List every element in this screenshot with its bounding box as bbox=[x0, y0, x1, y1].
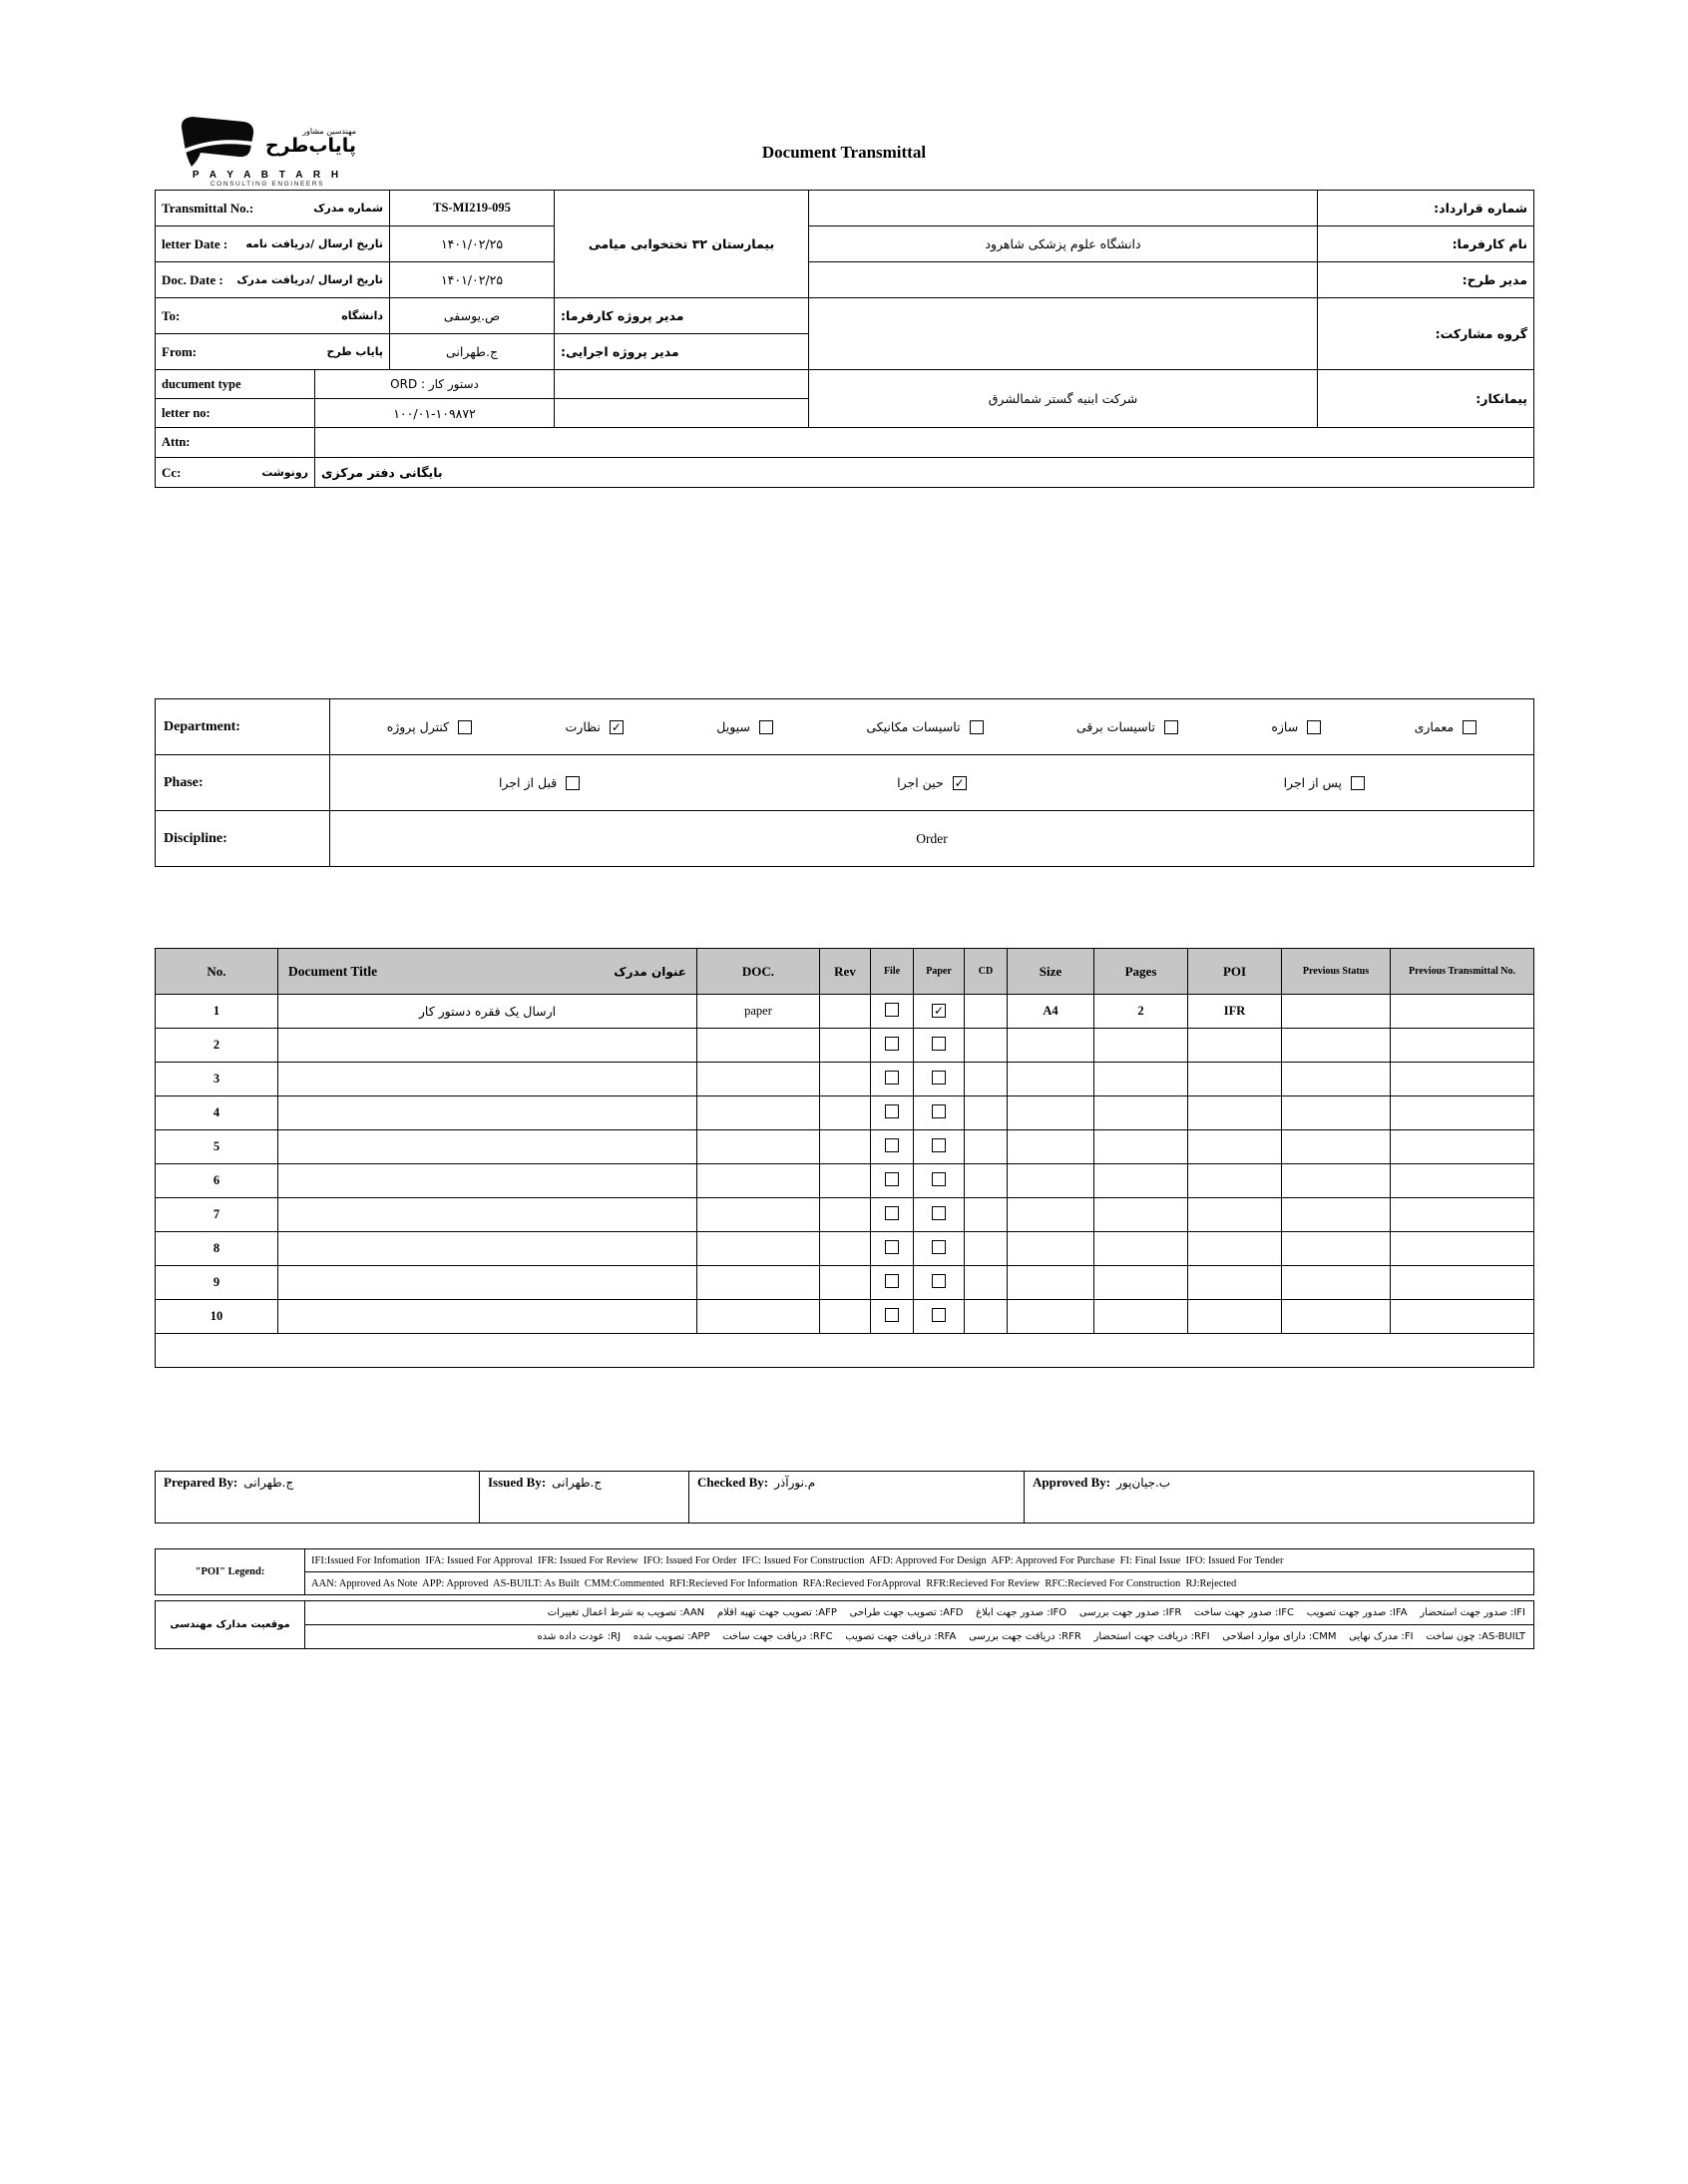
cc-value: بایگانی دفتر مرکزی bbox=[315, 458, 1534, 488]
cell-poi bbox=[1188, 1029, 1282, 1063]
paper-checkbox-row-8[interactable] bbox=[932, 1240, 946, 1254]
department-checkbox-4[interactable] bbox=[1164, 720, 1178, 734]
cell-pages bbox=[1094, 1300, 1188, 1334]
phase-option bbox=[1284, 775, 1365, 790]
cell-doc bbox=[697, 1198, 820, 1232]
approved-by-cell bbox=[1025, 1472, 1534, 1524]
cell-cd bbox=[965, 995, 1008, 1029]
cell-no: 9 bbox=[156, 1266, 278, 1300]
cell-paper bbox=[914, 995, 965, 1029]
phase-option bbox=[499, 775, 580, 790]
prepared-by-label: Prepared By: bbox=[164, 1475, 238, 1490]
file-checkbox-row-7[interactable] bbox=[885, 1206, 899, 1220]
paper-checkbox-row-3[interactable] bbox=[932, 1071, 946, 1085]
cell-file bbox=[871, 1164, 914, 1198]
design-manager-value bbox=[809, 262, 1318, 298]
phase-label: Phase: bbox=[156, 755, 330, 811]
cell-cd bbox=[965, 1198, 1008, 1232]
cell-rev bbox=[820, 1266, 871, 1300]
cell-no: 10 bbox=[156, 1300, 278, 1334]
document-table-row bbox=[156, 1232, 1534, 1266]
department-checkbox-1[interactable]: ✓ bbox=[611, 719, 622, 734]
cell-cd bbox=[965, 1130, 1008, 1164]
signature-table bbox=[155, 1471, 1534, 1524]
cell-size: A4 bbox=[1008, 995, 1094, 1029]
cell-file bbox=[871, 1096, 914, 1130]
page-title: Document Transmittal bbox=[761, 143, 927, 162]
document-table-row bbox=[156, 1266, 1534, 1300]
cell-title bbox=[278, 1266, 697, 1300]
to-value: ص.یوسفی bbox=[390, 298, 555, 334]
cell-doc: paper bbox=[697, 995, 820, 1029]
persian-legend-line-2: AS-BUILT: چون ساخت FI: مدرک نهایی CMM: دارای موارد اصلاحی RFI: دریافت جهت استحضار RFR: دریافت جهت بررسی RFA: دریافت جهت تصویب RFC: دریافت جهت ساخت APP: تصویب شده RJ: عودت داده شده bbox=[305, 1625, 1534, 1649]
poi-legend-label: "POI" Legend: bbox=[156, 1549, 305, 1595]
issued-by-name: ج.طهرانی bbox=[552, 1476, 603, 1490]
department-checkbox-0[interactable] bbox=[458, 720, 472, 734]
header-info-table bbox=[155, 190, 1534, 488]
department-option bbox=[566, 719, 624, 734]
cell-title bbox=[278, 1096, 697, 1130]
header-size: Size bbox=[1008, 949, 1094, 995]
client-name-label: نام کارفرما: bbox=[1318, 226, 1534, 262]
cell-rev bbox=[820, 1232, 871, 1266]
file-checkbox-row-5[interactable] bbox=[885, 1138, 899, 1152]
cell-file bbox=[871, 1232, 914, 1266]
cell-paper bbox=[914, 1130, 965, 1164]
client-name-value: دانشگاه علوم پزشکی شاهرود bbox=[809, 226, 1318, 262]
document-table-row bbox=[156, 1029, 1534, 1063]
file-checkbox-row-4[interactable] bbox=[885, 1104, 899, 1118]
poi-legend-line-1: IFI:Issued For Infomation IFA: Issued For Approval IFR: Issued For Review IFO: Issued For Order IFC: Issued For Construction AFD: Approved For Design AFP: Approved For Purchase FI: Final Issue IFO: Issued For Tender bbox=[305, 1549, 1534, 1572]
cell-title bbox=[278, 1198, 697, 1232]
cell-poi bbox=[1188, 1266, 1282, 1300]
cell-prev-transmittal bbox=[1391, 1130, 1534, 1164]
document-type-value: دستور کار : ORD bbox=[315, 370, 555, 399]
department-options bbox=[330, 699, 1534, 755]
paper-checkbox-row-4[interactable] bbox=[932, 1104, 946, 1118]
approved-by-name: ب.جیان‌پور bbox=[1116, 1476, 1171, 1490]
cell-pages bbox=[1094, 1063, 1188, 1096]
from-value: ج.طهرانی bbox=[390, 334, 555, 370]
discipline-value: Order bbox=[330, 811, 1534, 867]
cell-file bbox=[871, 1198, 914, 1232]
prepared-by-cell bbox=[156, 1472, 480, 1524]
issued-by-label: Issued By: bbox=[488, 1475, 547, 1490]
header-previous-status: Previous Status bbox=[1282, 949, 1391, 995]
cell-poi bbox=[1188, 1164, 1282, 1198]
cell-paper bbox=[914, 1063, 965, 1096]
cell-doc bbox=[697, 1029, 820, 1063]
header-rev: Rev bbox=[820, 949, 871, 995]
cell-doc bbox=[697, 1300, 820, 1334]
phase-checkbox-1[interactable]: ✓ bbox=[954, 775, 965, 790]
cell-poi bbox=[1188, 1130, 1282, 1164]
phase-checkbox-2[interactable] bbox=[1351, 776, 1365, 790]
cell-prev-transmittal bbox=[1391, 1300, 1534, 1334]
department-option-label: کنترل پروژه bbox=[386, 719, 450, 734]
cell-cd bbox=[965, 1096, 1008, 1130]
cell-title bbox=[278, 1232, 697, 1266]
header-poi: POI bbox=[1188, 949, 1282, 995]
cell-paper bbox=[914, 1096, 965, 1130]
approved-by-label: Approved By: bbox=[1033, 1475, 1111, 1490]
phase-option-label: قبل از اجرا bbox=[498, 775, 558, 790]
department-checkbox-2[interactable] bbox=[759, 720, 773, 734]
paper-checkbox-row-10[interactable] bbox=[932, 1308, 946, 1322]
cell-size bbox=[1008, 1266, 1094, 1300]
cell-file bbox=[871, 1130, 914, 1164]
department-option bbox=[1271, 719, 1321, 734]
cell-paper bbox=[914, 1029, 965, 1063]
cell-cd bbox=[965, 1029, 1008, 1063]
cell-pages bbox=[1094, 1232, 1188, 1266]
cell-prev-status bbox=[1282, 995, 1391, 1029]
file-checkbox-row-1[interactable] bbox=[885, 1003, 899, 1017]
classification-table bbox=[155, 698, 1534, 867]
cell-prev-status bbox=[1282, 1198, 1391, 1232]
department-option-label: سیویل bbox=[716, 719, 750, 734]
logo-tagline: مهندسین مشاور bbox=[302, 127, 357, 137]
header-title: Document Title عنوان مدرک bbox=[278, 949, 697, 995]
cell-size bbox=[1008, 1063, 1094, 1096]
cell-cd bbox=[965, 1232, 1008, 1266]
paper-checkbox-row-9[interactable] bbox=[932, 1274, 946, 1288]
cell-prev-status bbox=[1282, 1029, 1391, 1063]
transmittal-no-value: TS-MI219-095 bbox=[390, 191, 555, 226]
discipline-label: Discipline: bbox=[156, 811, 330, 867]
phase-option bbox=[897, 775, 967, 790]
cell-file bbox=[871, 1029, 914, 1063]
department-label: Department: bbox=[156, 699, 330, 755]
cell-no: 1 bbox=[156, 995, 278, 1029]
cell-rev bbox=[820, 1029, 871, 1063]
paper-checkbox-row-2[interactable] bbox=[932, 1037, 946, 1051]
letter-date-value: ۱۴۰۱/۰۲/۲۵ bbox=[390, 226, 555, 262]
header-pages: Pages bbox=[1094, 949, 1188, 995]
paper-checkbox-row-6[interactable] bbox=[932, 1172, 946, 1186]
cell-no: 4 bbox=[156, 1096, 278, 1130]
department-option-label: معماری bbox=[1414, 719, 1455, 734]
cell-doc bbox=[697, 1096, 820, 1130]
cell-no: 7 bbox=[156, 1198, 278, 1232]
file-checkbox-row-8[interactable] bbox=[885, 1240, 899, 1254]
cell-pages bbox=[1094, 1096, 1188, 1130]
cell-no: 8 bbox=[156, 1232, 278, 1266]
document-table-row bbox=[156, 1130, 1534, 1164]
document-table-row bbox=[156, 1198, 1534, 1232]
contractor-label: پیمانکار: bbox=[1318, 370, 1534, 428]
cell-pages bbox=[1094, 1029, 1188, 1063]
logo-name-persian: پایاب‌طرح bbox=[264, 135, 357, 158]
cell-poi bbox=[1188, 1300, 1282, 1334]
cell-size bbox=[1008, 1164, 1094, 1198]
department-option-label: نظارت bbox=[565, 719, 601, 734]
cell-title bbox=[278, 1029, 697, 1063]
contract-no-label: شماره قرارداد: bbox=[1318, 191, 1534, 226]
file-checkbox-row-3[interactable] bbox=[885, 1071, 899, 1085]
department-checkbox-5[interactable] bbox=[1307, 720, 1321, 734]
cell-prev-transmittal bbox=[1391, 1266, 1534, 1300]
cell-prev-status bbox=[1282, 1096, 1391, 1130]
paper-checkbox-row-1[interactable]: ✓ bbox=[933, 1004, 945, 1018]
cell-paper bbox=[914, 1232, 965, 1266]
cell-rev bbox=[820, 1130, 871, 1164]
cell-size bbox=[1008, 1130, 1094, 1164]
phase-option-label: پس از اجرا bbox=[1283, 775, 1343, 790]
header-cd: CD bbox=[965, 949, 1008, 995]
cell-prev-status bbox=[1282, 1130, 1391, 1164]
document-type-extra bbox=[555, 370, 809, 399]
phase-option-label: حین اجرا bbox=[897, 775, 944, 790]
empty-space-row bbox=[156, 1334, 1534, 1368]
checked-by-name: م.نورآذر bbox=[774, 1476, 816, 1490]
cell-file bbox=[871, 995, 914, 1029]
cell-file bbox=[871, 1063, 914, 1096]
persian-legend-label: موقعیت مدارک مهندسی bbox=[156, 1601, 305, 1649]
cell-prev-status bbox=[1282, 1232, 1391, 1266]
doc-date-label: Doc. Date : تاریخ ارسال /دریافت مدرک bbox=[156, 262, 390, 298]
poi-legend-table bbox=[155, 1548, 1534, 1595]
document-table-header bbox=[156, 949, 1534, 995]
cell-size bbox=[1008, 1096, 1094, 1130]
cell-doc bbox=[697, 1266, 820, 1300]
department-option bbox=[1076, 719, 1178, 734]
cell-cd bbox=[965, 1300, 1008, 1334]
jv-group-label: گروه مشارکت: bbox=[1318, 298, 1534, 370]
poi-legend-line-2: AAN: Approved As Note APP: Approved AS-BUILT: As Built CMM:Commented RFI:Recieved For Information RFA:Recieved ForApproval RFR:Recieved For Review RFC:Recieved For Construction RJ:Rejected bbox=[305, 1572, 1534, 1595]
letter-no-extra bbox=[555, 399, 809, 428]
contract-no-value bbox=[809, 191, 1318, 226]
cell-no: 3 bbox=[156, 1063, 278, 1096]
document-table-row bbox=[156, 1063, 1534, 1096]
empty-space-cell bbox=[156, 1334, 1534, 1368]
cell-title: ارسال یک فقره دستور کار bbox=[278, 995, 697, 1029]
cell-paper bbox=[914, 1198, 965, 1232]
header-doc: DOC. bbox=[697, 949, 820, 995]
cell-prev-transmittal bbox=[1391, 995, 1534, 1029]
department-checkbox-3[interactable] bbox=[970, 720, 984, 734]
file-checkbox-row-10[interactable] bbox=[885, 1308, 899, 1322]
document-table-row bbox=[156, 995, 1534, 1029]
cell-paper bbox=[914, 1266, 965, 1300]
cell-title bbox=[278, 1063, 697, 1096]
cell-poi bbox=[1188, 1063, 1282, 1096]
prepared-by-name: ج.طهرانی bbox=[243, 1476, 294, 1490]
doc-date-value: ۱۴۰۱/۰۲/۲۵ bbox=[390, 262, 555, 298]
from-label: From: پایاب طرح bbox=[156, 334, 390, 370]
paper-checkbox-row-7[interactable] bbox=[932, 1206, 946, 1220]
department-option bbox=[866, 719, 983, 734]
contractor-value: شرکت ابنیه گستر شمالشرق bbox=[809, 370, 1318, 428]
cell-rev bbox=[820, 995, 871, 1029]
cell-size bbox=[1008, 1029, 1094, 1063]
department-option-label: تاسیسات برقی bbox=[1075, 719, 1155, 734]
file-checkbox-row-2[interactable] bbox=[885, 1037, 899, 1051]
design-manager-label: مدیر طرح: bbox=[1318, 262, 1534, 298]
cell-cd bbox=[965, 1164, 1008, 1198]
cell-size bbox=[1008, 1232, 1094, 1266]
client-pm-label: مدیر پروژه کارفرما: bbox=[555, 298, 809, 334]
paper-checkbox-row-5[interactable] bbox=[932, 1138, 946, 1152]
header-paper: Paper bbox=[914, 949, 965, 995]
cell-prev-status bbox=[1282, 1266, 1391, 1300]
letter-no-label: letter no: bbox=[156, 399, 315, 428]
to-label: To: دانشگاه bbox=[156, 298, 390, 334]
cell-poi bbox=[1188, 1096, 1282, 1130]
persian-legend-table bbox=[155, 1600, 1534, 1649]
cell-prev-status bbox=[1282, 1063, 1391, 1096]
department-option-label: سازه bbox=[1271, 719, 1299, 734]
cell-prev-transmittal bbox=[1391, 1063, 1534, 1096]
cell-pages: 2 bbox=[1094, 995, 1188, 1029]
checked-by-label: Checked By: bbox=[697, 1475, 769, 1490]
file-checkbox-row-6[interactable] bbox=[885, 1172, 899, 1186]
department-option bbox=[387, 719, 472, 734]
cell-prev-transmittal bbox=[1391, 1164, 1534, 1198]
cell-no: 6 bbox=[156, 1164, 278, 1198]
document-table-row bbox=[156, 1300, 1534, 1334]
file-checkbox-row-9[interactable] bbox=[885, 1274, 899, 1288]
cell-doc bbox=[697, 1130, 820, 1164]
department-checkbox-6[interactable] bbox=[1463, 720, 1477, 734]
cell-file bbox=[871, 1300, 914, 1334]
exec-pm-label: مدیر پروژه اجرایی: bbox=[555, 334, 809, 370]
document-type-label: ducument type bbox=[156, 370, 315, 399]
cell-size bbox=[1008, 1198, 1094, 1232]
department-option bbox=[1415, 719, 1477, 734]
cell-poi: IFR bbox=[1188, 995, 1282, 1029]
department-option-label: تاسیسات مکانیکی bbox=[866, 719, 961, 734]
cell-title bbox=[278, 1300, 697, 1334]
header-previous-transmittal: Previous Transmittal No. bbox=[1391, 949, 1534, 995]
cell-rev bbox=[820, 1164, 871, 1198]
department-option bbox=[716, 719, 773, 734]
cell-size bbox=[1008, 1300, 1094, 1334]
cell-rev bbox=[820, 1198, 871, 1232]
document-list-table bbox=[155, 948, 1534, 1368]
phase-checkbox-0[interactable] bbox=[566, 776, 580, 790]
cell-doc bbox=[697, 1232, 820, 1266]
cell-rev bbox=[820, 1096, 871, 1130]
cell-cd bbox=[965, 1266, 1008, 1300]
logo-subtitle: CONSULTING ENGINEERS bbox=[210, 181, 325, 188]
cell-prev-transmittal bbox=[1391, 1096, 1534, 1130]
persian-legend-line-1: IFI: صدور جهت استحضار IFA: صدور جهت تصویب IFC: صدور جهت ساخت IFR: صدور جهت بررسی IFO: صدور جهت ابلاغ AFD: تصویب جهت طراحی AFP: تصویب جهت تهیه اقلام AAN: تصویب به شرط اعمال تغییرات bbox=[305, 1601, 1534, 1625]
cell-rev bbox=[820, 1063, 871, 1096]
cell-title bbox=[278, 1164, 697, 1198]
cell-file bbox=[871, 1266, 914, 1300]
checked-by-cell bbox=[689, 1472, 1025, 1524]
attn-value bbox=[315, 428, 1534, 458]
cell-doc bbox=[697, 1063, 820, 1096]
cell-prev-transmittal bbox=[1391, 1232, 1534, 1266]
cell-pages bbox=[1094, 1164, 1188, 1198]
cell-paper bbox=[914, 1300, 965, 1334]
cell-cd bbox=[965, 1063, 1008, 1096]
transmittal-no-label: Transmittal No.: شماره مدرک bbox=[156, 191, 390, 226]
cell-pages bbox=[1094, 1130, 1188, 1164]
cell-title bbox=[278, 1130, 697, 1164]
header-file: File bbox=[871, 949, 914, 995]
cell-pages bbox=[1094, 1198, 1188, 1232]
cell-poi bbox=[1188, 1232, 1282, 1266]
cell-prev-status bbox=[1282, 1300, 1391, 1334]
header-no: No. bbox=[156, 949, 278, 995]
issued-by-cell bbox=[480, 1472, 689, 1524]
cell-no: 2 bbox=[156, 1029, 278, 1063]
project-name: بیمارستان ۳۲ تختخوابی میامی bbox=[555, 191, 809, 298]
letter-no-value: ۱۰۰/۰۱-۱۰۹۸۷۲ bbox=[315, 399, 555, 428]
cell-no: 5 bbox=[156, 1130, 278, 1164]
document-table-row bbox=[156, 1164, 1534, 1198]
cell-poi bbox=[1188, 1198, 1282, 1232]
cell-doc bbox=[697, 1164, 820, 1198]
cell-prev-transmittal bbox=[1391, 1198, 1534, 1232]
logo-name-latin: P A Y A B T A R H bbox=[192, 170, 343, 181]
cell-prev-status bbox=[1282, 1164, 1391, 1198]
letter-date-label: letter Date : تاریخ ارسال /دریافت نامه bbox=[156, 226, 390, 262]
phase-options bbox=[330, 755, 1534, 811]
cell-pages bbox=[1094, 1266, 1188, 1300]
jv-group-value bbox=[809, 298, 1318, 370]
cell-rev bbox=[820, 1300, 871, 1334]
cell-prev-transmittal bbox=[1391, 1029, 1534, 1063]
cc-label: Cc: رونوشت bbox=[156, 458, 315, 488]
cell-paper bbox=[914, 1164, 965, 1198]
attn-label: Attn: bbox=[156, 428, 315, 458]
document-table-row bbox=[156, 1096, 1534, 1130]
